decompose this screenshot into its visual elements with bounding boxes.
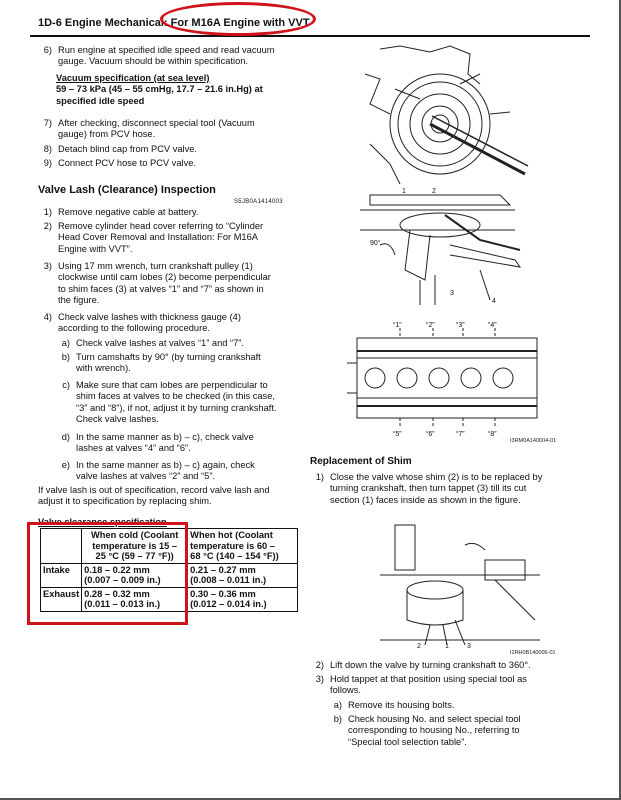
step-line: Hold tappet at that position using special tool as <box>330 674 527 684</box>
fig2-label: 90° <box>370 240 381 247</box>
shim-title: Replacement of Shim <box>310 456 412 467</box>
step-line: Make sure that cam lobes are perpendicular to <box>76 380 268 390</box>
substep-letter: d) <box>61 432 70 442</box>
step-line: clockwise until cam lobes (2) become perpendicular <box>58 272 271 283</box>
vacuum-spec-title: Vacuum specification (at sea level) <box>56 73 210 83</box>
red-oval-highlight <box>160 2 316 36</box>
value-line: 0.18 – 0.22 mm <box>84 564 150 575</box>
header-line: temperature is 15 – <box>92 540 178 551</box>
step-line: Engine with VVT”. <box>58 243 133 254</box>
step-line: gauge) from PCV hose. <box>58 129 156 140</box>
step-line: After checking, disconnect special tool (Vacuum <box>58 118 255 128</box>
value-line: 0.21 – 0.27 mm <box>190 564 256 575</box>
fig4-label: 3 <box>467 643 471 650</box>
red-rectangle-highlight <box>27 522 188 625</box>
step-number: 3) <box>43 261 52 271</box>
valve-lash-title: Valve Lash (Clearance) Inspection <box>38 184 216 196</box>
figure-crankshaft-pulley <box>360 44 530 186</box>
note-line: adjust it to specification by replacing shim. <box>38 496 212 507</box>
value-line: 0.30 – 0.36 mm <box>190 588 256 599</box>
step-line: Head Cover Removal and Installation: For M16A <box>58 232 258 243</box>
step-line: gauge. Vacuum should be within specification. <box>58 56 249 67</box>
clearance-spec-title: Valve clearance specification <box>38 517 167 527</box>
step-number: 2) <box>43 221 52 231</box>
row-label: Exhaust <box>41 587 82 611</box>
step-line: Check valve lashes at valves “1” and “7”. <box>76 338 244 348</box>
fig4-code: I2RH0B140006-01 <box>510 650 556 656</box>
step-line: lashes at valves “4” and “6”. <box>76 443 191 454</box>
hot-value <box>188 587 298 611</box>
step-line: In the same manner as b) – c), check valve <box>76 432 254 442</box>
figure-valve-layout <box>345 318 550 446</box>
header-line: 25 °C (59 – 77 °F)) <box>95 551 174 561</box>
step-line: Check housing No. and select special tool <box>348 714 521 724</box>
step-line: Connect PCV hose to PCV valve. <box>58 158 196 168</box>
substep-letter: c) <box>62 380 70 390</box>
hot-value <box>188 563 298 587</box>
step-line: Detach blind cap from PCV valve. <box>58 144 197 154</box>
step-line: Turn camshafts by 90° (by turning crankshaft <box>76 352 261 362</box>
value-line: (0.012 – 0.014 in.) <box>190 599 267 609</box>
step-number: 1) <box>315 472 324 482</box>
value-line: (0.011 – 0.013 in.) <box>84 599 161 609</box>
fig3-top-label: “1” <box>393 322 402 329</box>
header-line: temperature is 60 – <box>190 540 275 551</box>
value-line: (0.007 – 0.009 in.) <box>84 575 161 585</box>
step-line: “3” and “8”), if not, adjust it by turning crankshaft. <box>76 402 277 413</box>
figure-cam-lobe <box>350 185 530 307</box>
valve-lash-code: S5JB0A1414003 <box>234 199 283 205</box>
fig2-label: 1 <box>402 188 406 195</box>
step-line: Run engine at specified idle speed and read vacuum <box>58 45 275 55</box>
vacuum-spec <box>56 73 298 107</box>
fig3-bottom-label: “8” <box>488 431 497 438</box>
vacuum-spec-line: 59 – 73 kPa (45 – 55 cmHg, 17.7 – 21.6 in.Hg) at <box>56 84 263 95</box>
step-line: Check valve lashes with thickness gauge (4) <box>58 312 241 322</box>
step-number: 7) <box>43 118 52 128</box>
step-number: 9) <box>43 158 52 168</box>
fig2-label: 3 <box>450 290 454 297</box>
step-line: Remove its housing bolts. <box>348 700 455 710</box>
figure-tappet-shim <box>375 520 545 650</box>
fig4-label: 1 <box>445 643 449 650</box>
step-line: section (1) faces inside as shown in the figure. <box>330 494 521 505</box>
fig3-bottom-label: “7” <box>456 431 465 438</box>
step-line: turning crankshaft, then turn tappet (3) till its cut <box>330 483 527 494</box>
fig3-code: I3RM0A140004-01 <box>510 438 557 444</box>
substep-letter: e) <box>61 460 70 470</box>
step-line: Close the valve whose shim (2) is to be replaced by <box>330 472 543 482</box>
step-line: valve lashes at valves “2” and “5”. <box>76 471 215 482</box>
substep-letter: a) <box>333 700 342 710</box>
step-line: shim faces at valves to be checked (in this case, <box>76 391 275 402</box>
step-number: 4) <box>43 312 52 322</box>
header-line: When cold (Coolant <box>91 530 179 540</box>
step-line: corresponding to housing No., referring to <box>348 725 520 736</box>
substep-letter: b) <box>61 352 70 362</box>
header-line: When hot (Coolant <box>190 530 273 540</box>
step-line: Lift down the valve by turning crankshaft to 360°. <box>330 660 531 670</box>
value-line: (0.008 – 0.011 in.) <box>190 575 267 585</box>
row-label: Intake <box>41 563 82 587</box>
step-line: In the same manner as b) – c) again, check <box>76 460 255 470</box>
step-line: according to the following procedure. <box>58 323 210 334</box>
fig3-top-label: “2” <box>426 322 435 329</box>
fig4-label: 2 <box>417 643 421 650</box>
step-line: follows. <box>330 685 362 696</box>
fig2-label: 4 <box>492 298 496 305</box>
step-number: 8) <box>43 144 52 154</box>
step-line: Using 17 mm wrench, turn crankshaft pulley (1) <box>58 261 253 271</box>
header-line: 68 °C (140 – 154 °F)) <box>190 551 279 561</box>
step-line: the figure. <box>58 295 100 306</box>
substep-letter: a) <box>61 338 70 348</box>
step-line: Remove negative cable at battery. <box>58 207 199 217</box>
note-line: If valve lash is out of specification, record valve lash and <box>38 485 270 495</box>
step-line: “Special tool selection table”. <box>348 736 467 747</box>
substep-letter: b) <box>333 714 342 724</box>
step-line: with wrench). <box>76 363 131 374</box>
step-line: Check valve lashes. <box>76 414 159 425</box>
fig3-bottom-label: “5” <box>393 431 402 438</box>
step-number: 1) <box>43 207 52 217</box>
page-title: 1D-6 Engine Mechanical: For M16A Engine with VVT <box>38 17 310 29</box>
fig3-top-label: “4” <box>488 322 497 329</box>
lash-note <box>38 485 300 508</box>
fig3-bottom-label: “6” <box>426 431 435 438</box>
value-line: 0.28 – 0.32 mm <box>84 588 150 599</box>
step-line: Remove cylinder head cover referring to “Cylinder <box>58 221 264 231</box>
fig3-top-label: “3” <box>456 322 465 329</box>
header-hot <box>188 529 298 564</box>
step-number: 3) <box>315 674 324 684</box>
fig2-label: 2 <box>432 188 436 195</box>
step-line: to shim faces (3) at valves “1” and “7” as shown in <box>58 283 264 294</box>
step-number: 6) <box>43 45 52 55</box>
header-rule <box>30 35 590 37</box>
step-number: 2) <box>315 660 324 670</box>
vacuum-spec-line: specified idle speed <box>56 95 145 106</box>
